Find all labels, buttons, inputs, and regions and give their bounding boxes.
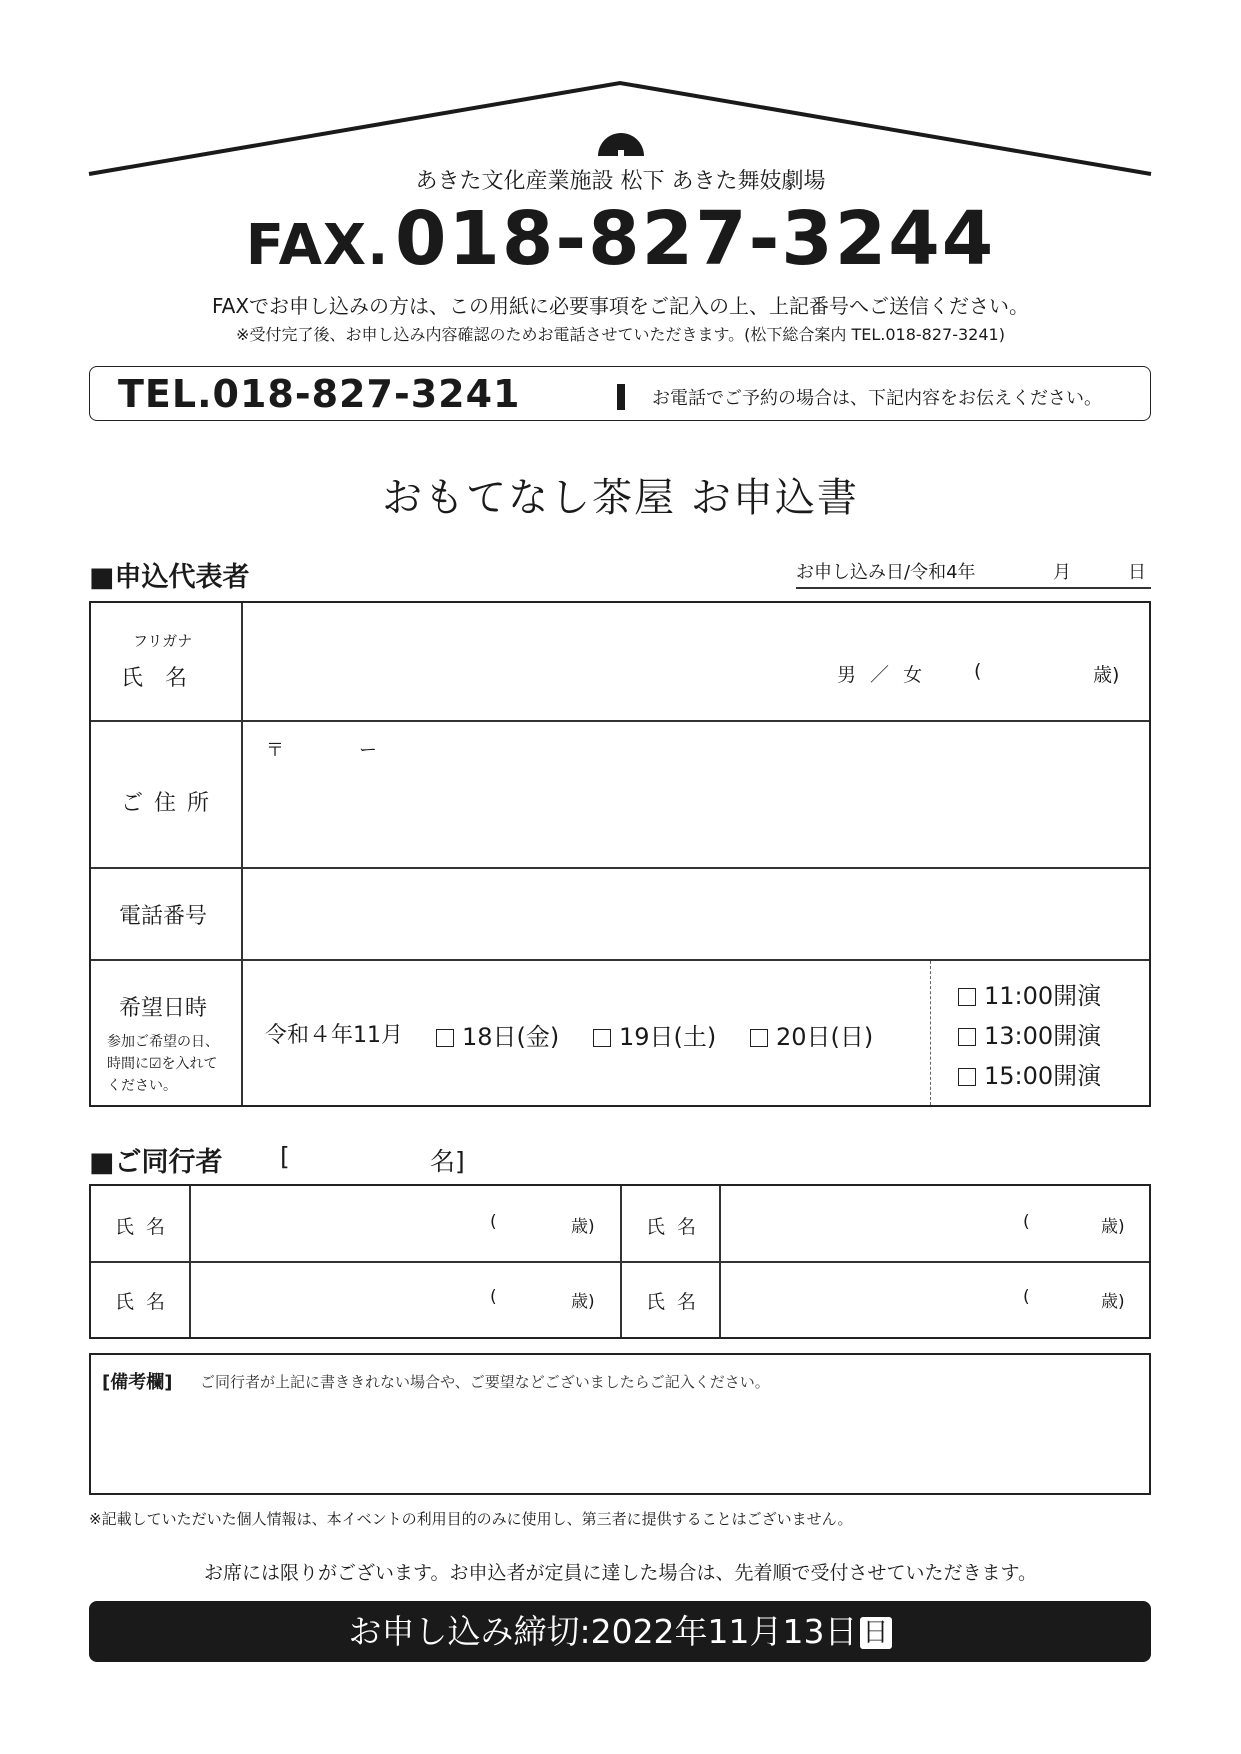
date-pref-note-3: ください。	[107, 1078, 177, 1094]
age-open: (	[974, 660, 982, 682]
companion-count-open: [	[280, 1142, 290, 1171]
application-month-label: 月	[1053, 562, 1071, 583]
companion-age-open: (	[490, 1212, 497, 1232]
companion-name-label: 氏 名	[646, 1216, 697, 1238]
seat-note: お席には限りがございます。お申込者が定員に達した場合は、先着順で受付させていただきます。	[204, 1562, 1037, 1584]
fan-logo-icon	[596, 132, 646, 158]
day-option-18[interactable]	[436, 1017, 559, 1052]
companion-age-close: 歳)	[1101, 1292, 1125, 1312]
time-option-1300[interactable]	[958, 1016, 1101, 1051]
companion-age-open: (	[490, 1287, 497, 1307]
tel-divider	[617, 384, 625, 410]
date-pref-note-2: 時間に☑を入れて	[107, 1056, 218, 1072]
checkbox[interactable]	[436, 1029, 454, 1047]
phone-input[interactable]	[243, 869, 1149, 958]
date-pref-label: 希望日時	[119, 996, 208, 1021]
companion-count-close: 名]	[430, 1147, 465, 1176]
time-divider	[930, 961, 931, 1105]
companion-age-close: 歳)	[571, 1292, 595, 1312]
application-date-label: お申し込み日/令和4年	[796, 562, 976, 583]
address-label: ご 住 所	[121, 791, 211, 816]
checkbox[interactable]	[958, 1068, 976, 1086]
tel-number: TEL.018-827-3241	[118, 372, 521, 416]
companion-age-close: 歳)	[1101, 1217, 1125, 1237]
day-option-label: 20日(日)	[776, 1023, 874, 1051]
companion-name-label: 氏 名	[115, 1216, 166, 1238]
date-pref-note-1: 参加ご希望の日、	[107, 1034, 219, 1050]
time-option-label: 13:00開演	[984, 1022, 1102, 1050]
companion-name-label: 氏 名	[646, 1291, 697, 1313]
companion-name-input[interactable]	[721, 1263, 1149, 1335]
deadline-text: お申し込み締切:2022年11月13日	[348, 1612, 858, 1651]
time-option-1500[interactable]	[958, 1056, 1101, 1091]
companion-name-input[interactable]	[191, 1188, 619, 1260]
companions-table	[89, 1184, 1151, 1339]
companions-section-title: ■ご同行者	[89, 1147, 223, 1178]
form-title: おもてなし茶屋 お申込書	[382, 475, 859, 521]
fax-number-heading	[0, 196, 1241, 282]
name-label: 氏 名	[121, 666, 188, 691]
gender-label[interactable]: 男 ／ 女	[837, 664, 923, 686]
companion-name-input[interactable]	[721, 1188, 1149, 1260]
deadline-banner	[89, 1601, 1151, 1662]
companion-age-open: (	[1023, 1287, 1030, 1307]
name-input[interactable]	[243, 605, 1149, 719]
application-day-label: 日	[1128, 562, 1146, 583]
companion-age-close: 歳)	[571, 1217, 595, 1237]
fax-prefix: FAX.	[245, 213, 390, 278]
application-date-field[interactable]	[796, 587, 1151, 589]
phone-label: 電話番号	[119, 904, 208, 929]
postal-mark: 〒	[266, 740, 284, 761]
fax-instruction: FAXでお申し込みの方は、この用紙に必要事項をご記入の上、上記番号へご送信ください。	[211, 294, 1030, 318]
time-option-1100[interactable]	[958, 976, 1101, 1011]
tel-note: お電話でご予約の場合は、下記内容をお伝えください。	[652, 388, 1102, 409]
applicant-form-table	[89, 601, 1151, 1107]
address-input[interactable]	[243, 722, 1149, 866]
checkbox[interactable]	[750, 1029, 768, 1047]
deadline-weekday-badge: 日	[860, 1617, 892, 1649]
fax-number: 018-827-3244	[394, 196, 996, 282]
furigana-label: フリガナ	[133, 632, 193, 650]
remarks-note: ご同行者が上記に書ききれない場合や、ご要望などございましたらご記入ください。	[200, 1373, 770, 1391]
day-option-label: 19日(土)	[619, 1023, 717, 1051]
column-divider	[620, 1186, 622, 1337]
checkbox[interactable]	[958, 1028, 976, 1046]
companion-age-open: (	[1023, 1212, 1030, 1232]
companion-name-label: 氏 名	[115, 1291, 166, 1313]
postal-dash: ー	[359, 740, 377, 761]
day-option-19[interactable]	[593, 1017, 716, 1052]
year-month: 令和４年11月	[265, 1023, 403, 1048]
day-option-20[interactable]	[750, 1017, 873, 1052]
applicant-section-title: ■申込代表者	[89, 562, 250, 593]
companion-name-input[interactable]	[191, 1263, 619, 1335]
checkbox[interactable]	[593, 1029, 611, 1047]
row-divider	[91, 959, 1149, 961]
time-option-label: 15:00開演	[984, 1062, 1102, 1090]
day-option-label: 18日(金)	[462, 1023, 560, 1051]
age-close: 歳)	[1093, 664, 1120, 686]
venue-name: あきた文化産業施設 松下 あきた舞妓劇場	[415, 169, 826, 194]
fax-subnote: ※受付完了後、お申し込み内容確認のためお電話させていただきます。(松下総合案内 TEL.018-827-3241)	[236, 325, 1005, 344]
remarks-title: [備考欄]	[102, 1372, 173, 1393]
checkbox[interactable]	[958, 988, 976, 1006]
privacy-note: ※記載していただいた個人情報は、本イベントの利用目的のみに使用し、第三者に提供することはございません。	[89, 1510, 853, 1528]
time-option-label: 11:00開演	[984, 982, 1102, 1010]
